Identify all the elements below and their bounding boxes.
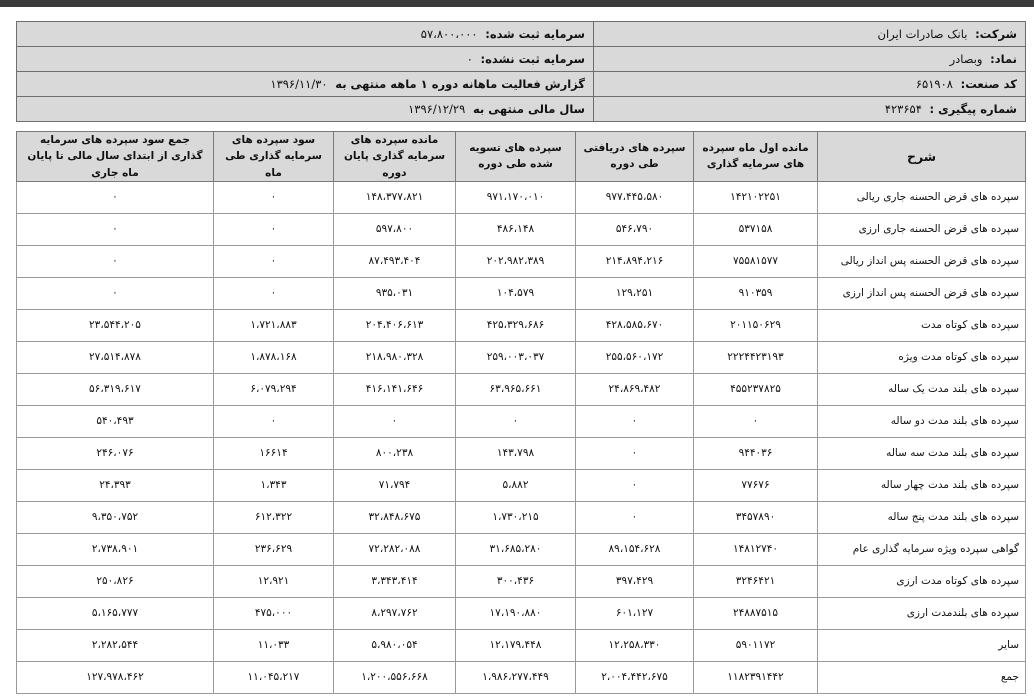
table-cell: ۱،۷۲۱،۸۸۳ bbox=[214, 309, 334, 341]
table-cell: ۵۳۷۱۵۸ bbox=[694, 213, 818, 245]
company-cell bbox=[594, 22, 1026, 47]
row-description: سپرده های بلند مدت دو ساله bbox=[818, 405, 1026, 437]
table-row bbox=[17, 245, 1026, 277]
table-cell: ۲۱۴،۸۹۴،۲۱۶ bbox=[576, 245, 694, 277]
row-description: گواهی سپرده ویژه سرمایه گذاری عام bbox=[818, 533, 1026, 565]
unregistered-capital-cell bbox=[17, 47, 594, 72]
row-description: سپرده های بلند مدت سه ساله bbox=[818, 437, 1026, 469]
row-description: سایر bbox=[818, 629, 1026, 661]
table-cell: ۱۲،۹۲۱ bbox=[214, 565, 334, 597]
table-cell: ۱۴۸۱۲۷۴۰ bbox=[694, 533, 818, 565]
table-row bbox=[17, 469, 1026, 501]
table-row bbox=[17, 213, 1026, 245]
table-cell: ۵۴۶،۷۹۰ bbox=[576, 213, 694, 245]
table-cell: ۲۰۲،۹۸۲،۳۸۹ bbox=[456, 245, 576, 277]
row-description: سپرده های قرض الحسنه پس انداز ریالی bbox=[818, 245, 1026, 277]
table-cell: ۰ bbox=[214, 405, 334, 437]
table-cell: ۰ bbox=[576, 437, 694, 469]
table-cell: ۱۴۸،۳۷۷،۸۲۱ bbox=[334, 181, 456, 213]
registered-capital-value: ۵۷،۸۰۰،۰۰۰ bbox=[420, 27, 478, 41]
header-row bbox=[17, 97, 1026, 122]
table-row bbox=[17, 501, 1026, 533]
table-cell: ۱۲۷،۹۷۸،۴۶۲ bbox=[17, 661, 214, 693]
deposits-table bbox=[16, 131, 1026, 694]
table-cell: ۲۷،۵۱۴،۸۷۸ bbox=[17, 341, 214, 373]
row-description: سپرده های بلند مدت یک ساله bbox=[818, 373, 1026, 405]
table-cell: ۲۵۰،۸۲۶ bbox=[17, 565, 214, 597]
table-row bbox=[17, 597, 1026, 629]
column-header: سود سپرده های سرمایه گذاری طی ماه bbox=[214, 132, 334, 182]
table-cell: ۲۵۹،۰۰۳،۰۳۷ bbox=[456, 341, 576, 373]
header-row bbox=[17, 22, 1026, 47]
row-description: جمع bbox=[818, 661, 1026, 693]
table-cell: ۱۲۹،۲۵۱ bbox=[576, 277, 694, 309]
table-cell: ۵۹۰۱۱۷۲ bbox=[694, 629, 818, 661]
table-row bbox=[17, 661, 1026, 693]
table-cell: ۴۵۵۲۳۷۸۲۵ bbox=[694, 373, 818, 405]
table-cell: ۲،۰۰۴،۴۴۲،۶۷۵ bbox=[576, 661, 694, 693]
table-cell: ۰ bbox=[456, 405, 576, 437]
fiscal-year-cell bbox=[17, 97, 594, 122]
row-description: سپرده های قرض الحسنه جاری ارزی bbox=[818, 213, 1026, 245]
table-row bbox=[17, 533, 1026, 565]
table-cell: ۹،۳۵۰،۷۵۲ bbox=[17, 501, 214, 533]
table-cell: ۱۴۳،۷۹۸ bbox=[456, 437, 576, 469]
table-cell: ۷۱،۷۹۴ bbox=[334, 469, 456, 501]
table-cell: ۰ bbox=[214, 181, 334, 213]
table-cell: ۸،۲۹۷،۷۶۲ bbox=[334, 597, 456, 629]
table-cell: ۱۲،۲۵۸،۳۳۰ bbox=[576, 629, 694, 661]
table-cell: ۶۳،۹۶۵،۶۶۱ bbox=[456, 373, 576, 405]
industry-code-label: کد صنعت: bbox=[960, 77, 1017, 91]
table-cell: ۷۷۶۷۶ bbox=[694, 469, 818, 501]
table-cell: ۵،۸۸۲ bbox=[456, 469, 576, 501]
table-row bbox=[17, 437, 1026, 469]
column-header: شرح bbox=[818, 132, 1026, 182]
table-cell: ۵۹۷،۸۰۰ bbox=[334, 213, 456, 245]
fiscal-year-label: سال مالی منتهی به bbox=[472, 102, 585, 116]
table-cell: ۲،۲۸۲،۵۴۴ bbox=[17, 629, 214, 661]
row-description: سپرده های بلندمدت ارزی bbox=[818, 597, 1026, 629]
table-cell: ۹۷۱،۱۷۰،۰۱۰ bbox=[456, 181, 576, 213]
table-header-row bbox=[17, 132, 1026, 182]
table-cell: ۵۴۰،۴۹۳ bbox=[17, 405, 214, 437]
table-cell: ۱۱،۰۳۳ bbox=[214, 629, 334, 661]
table-cell: ۲،۷۳۸،۹۰۱ bbox=[17, 533, 214, 565]
table-cell: ۲۱۸،۹۸۰،۳۲۸ bbox=[334, 341, 456, 373]
table-cell: ۴۸۶،۱۴۸ bbox=[456, 213, 576, 245]
table-cell: ۱،۹۸۶،۲۷۷،۴۴۹ bbox=[456, 661, 576, 693]
table-cell: ۵،۹۸۰،۰۵۴ bbox=[334, 629, 456, 661]
column-header: مانده سپرده های سرمایه گذاری پایان دوره bbox=[334, 132, 456, 182]
top-dark-bar bbox=[0, 0, 1034, 7]
table-cell: ۱۲،۱۷۹،۴۴۸ bbox=[456, 629, 576, 661]
table-cell: ۰ bbox=[576, 469, 694, 501]
registered-capital-label: سرمایه ثبت شده: bbox=[485, 27, 585, 41]
row-description: سپرده های بلند مدت چهار ساله bbox=[818, 469, 1026, 501]
table-cell: ۳۲۴۶۴۲۱ bbox=[694, 565, 818, 597]
table-cell: ۲۰۱۱۵۰۶۲۹ bbox=[694, 309, 818, 341]
table-cell: ۰ bbox=[694, 405, 818, 437]
industry-code-value: ۶۵۱۹۰۸ bbox=[915, 77, 953, 91]
row-description: سپرده های کوتاه مدت ویژه bbox=[818, 341, 1026, 373]
table-cell: ۴۷۵،۰۰۰ bbox=[214, 597, 334, 629]
tracking-label: شماره پیگیری : bbox=[929, 102, 1017, 116]
report-period-cell bbox=[17, 72, 594, 97]
table-cell: ۲۰۴،۴۰۶،۶۱۳ bbox=[334, 309, 456, 341]
report-period-value: ۱۳۹۶/۱۱/۳۰ bbox=[270, 77, 328, 91]
table-cell: ۱،۸۷۸،۱۶۸ bbox=[214, 341, 334, 373]
row-description: سپرده های کوتاه مدت bbox=[818, 309, 1026, 341]
symbol-label: نماد: bbox=[990, 52, 1017, 66]
fiscal-year-value: ۱۳۹۶/۱۲/۲۹ bbox=[408, 102, 466, 116]
table-cell: ۹۱۰۳۵۹ bbox=[694, 277, 818, 309]
table-cell: ۳۲،۸۴۸،۶۷۵ bbox=[334, 501, 456, 533]
table-cell: ۲۴،۸۶۹،۴۸۲ bbox=[576, 373, 694, 405]
row-description: سپرده های قرض الحسنه جاری ریالی bbox=[818, 181, 1026, 213]
report-header bbox=[16, 21, 1026, 122]
table-cell: ۶۰۱،۱۲۷ bbox=[576, 597, 694, 629]
table-cell: ۰ bbox=[17, 277, 214, 309]
column-header: سپرده های تسویه شده طی دوره bbox=[456, 132, 576, 182]
table-cell: ۰ bbox=[17, 213, 214, 245]
table-cell: ۸۹،۱۵۴،۶۲۸ bbox=[576, 533, 694, 565]
table-cell: ۰ bbox=[214, 245, 334, 277]
table-cell: ۹۴۴۰۳۶ bbox=[694, 437, 818, 469]
table-row bbox=[17, 341, 1026, 373]
tracking-cell bbox=[594, 97, 1026, 122]
unregistered-capital-value: ۰ bbox=[466, 52, 473, 66]
table-cell: ۵،۱۶۵،۷۷۷ bbox=[17, 597, 214, 629]
table-cell: ۳۴۵۷۸۹۰ bbox=[694, 501, 818, 533]
table-cell: ۰ bbox=[17, 181, 214, 213]
column-header: مانده اول ماه سپرده های سرمایه گذاری bbox=[694, 132, 818, 182]
table-cell: ۲۳،۵۴۴،۲۰۵ bbox=[17, 309, 214, 341]
table-row bbox=[17, 277, 1026, 309]
tracking-value: ۴۲۳۶۵۴ bbox=[884, 102, 922, 116]
table-cell: ۹۷۷،۴۴۵،۵۸۰ bbox=[576, 181, 694, 213]
table-row bbox=[17, 373, 1026, 405]
table-cell: ۷۲،۲۸۲،۰۸۸ bbox=[334, 533, 456, 565]
table-cell: ۳۱،۶۸۵،۲۸۰ bbox=[456, 533, 576, 565]
column-header: جمع سود سپرده های سرمایه گذاری از ابتدای سال مالی تا پایان ماه جاری bbox=[17, 132, 214, 182]
table-cell: ۱،۲۰۰،۵۵۶،۶۶۸ bbox=[334, 661, 456, 693]
table-cell: ۰ bbox=[17, 245, 214, 277]
table-row bbox=[17, 565, 1026, 597]
table-cell: ۴۲۸،۵۸۵،۶۷۰ bbox=[576, 309, 694, 341]
company-label: شرکت: bbox=[975, 27, 1017, 41]
table-cell: ۱۷،۱۹۰،۸۸۰ bbox=[456, 597, 576, 629]
table-cell: ۰ bbox=[576, 405, 694, 437]
header-row bbox=[17, 72, 1026, 97]
table-row bbox=[17, 629, 1026, 661]
company-value: بانک صادرات ایران bbox=[877, 27, 968, 41]
table-cell: ۰ bbox=[334, 405, 456, 437]
table-cell: ۳۰۰،۴۳۶ bbox=[456, 565, 576, 597]
table-cell: ۸۰۰،۲۳۸ bbox=[334, 437, 456, 469]
table-cell: ۱۰۴،۵۷۹ bbox=[456, 277, 576, 309]
table-cell: ۵۶،۳۱۹،۶۱۷ bbox=[17, 373, 214, 405]
table-cell: ۱۱۸۲۳۹۱۴۴۲ bbox=[694, 661, 818, 693]
table-cell: ۴۱۶،۱۴۱،۶۴۶ bbox=[334, 373, 456, 405]
row-description: سپرده های قرض الحسنه پس انداز ارزی bbox=[818, 277, 1026, 309]
registered-capital-cell bbox=[17, 22, 594, 47]
table-cell: ۰ bbox=[214, 277, 334, 309]
table-cell: ۱۶۶۱۴ bbox=[214, 437, 334, 469]
table-cell: ۸۷،۴۹۳،۴۰۴ bbox=[334, 245, 456, 277]
table-cell: ۲۴۶،۰۷۶ bbox=[17, 437, 214, 469]
table-cell: ۱۴۲۱۰۲۲۵۱ bbox=[694, 181, 818, 213]
table-cell: ۲۴۸۸۷۵۱۵ bbox=[694, 597, 818, 629]
row-description: سپرده های کوتاه مدت ارزی bbox=[818, 565, 1026, 597]
unregistered-capital-label: سرمایه ثبت نشده: bbox=[480, 52, 585, 66]
table-row bbox=[17, 181, 1026, 213]
table-cell: ۴۲۵،۳۲۹،۶۸۶ bbox=[456, 309, 576, 341]
symbol-cell bbox=[594, 47, 1026, 72]
table-cell: ۱،۳۴۳ bbox=[214, 469, 334, 501]
row-description: سپرده های بلند مدت پنج ساله bbox=[818, 501, 1026, 533]
table-cell: ۶،۰۷۹،۲۹۴ bbox=[214, 373, 334, 405]
table-cell: ۲۴،۳۹۳ bbox=[17, 469, 214, 501]
table-cell: ۷۵۵۸۱۵۷۷ bbox=[694, 245, 818, 277]
table-cell: ۱۱،۰۴۵،۲۱۷ bbox=[214, 661, 334, 693]
table-cell: ۶۱۲،۳۲۲ bbox=[214, 501, 334, 533]
symbol-value: وبصادر bbox=[949, 52, 983, 66]
table-cell: ۲۳۶،۶۲۹ bbox=[214, 533, 334, 565]
table-cell: ۰ bbox=[576, 501, 694, 533]
header-row bbox=[17, 47, 1026, 72]
report-period-label: گزارش فعالیت ماهانه دوره ۱ ماهه منتهی به bbox=[335, 77, 585, 91]
table-cell: ۱،۷۳۰،۲۱۵ bbox=[456, 501, 576, 533]
table-cell: ۳،۳۴۳،۴۱۴ bbox=[334, 565, 456, 597]
table-cell: ۹۳۵،۰۳۱ bbox=[334, 277, 456, 309]
table-cell: ۲۵۵،۵۶۰،۱۷۲ bbox=[576, 341, 694, 373]
column-header: سپرده های دریافتی طی دوره bbox=[576, 132, 694, 182]
table-cell: ۳۹۷،۴۲۹ bbox=[576, 565, 694, 597]
table-row bbox=[17, 309, 1026, 341]
table-cell: ۰ bbox=[214, 213, 334, 245]
industry-code-cell bbox=[594, 72, 1026, 97]
table-cell: ۲۲۲۴۴۲۳۱۹۳ bbox=[694, 341, 818, 373]
table-row bbox=[17, 405, 1026, 437]
